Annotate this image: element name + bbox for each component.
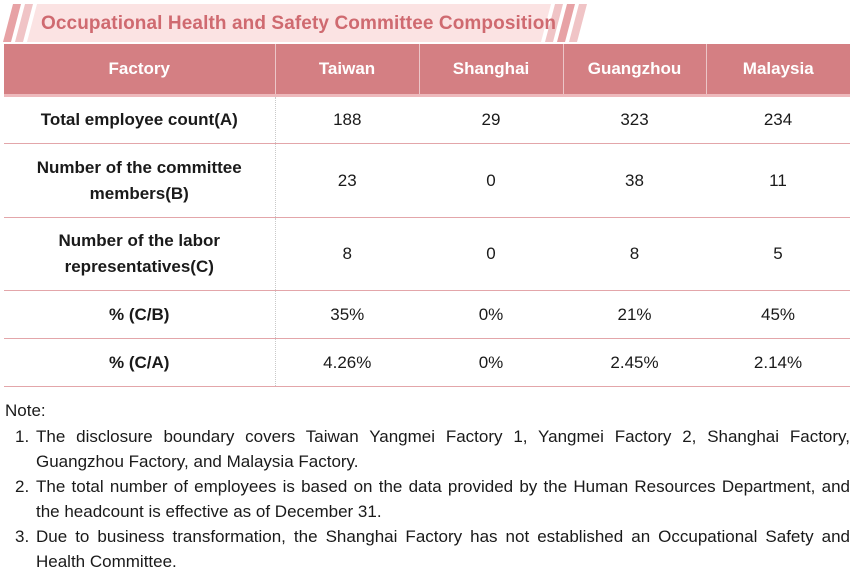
row-label: % (C/A) (4, 339, 275, 387)
note-number: 1. (15, 427, 30, 446)
table-cell: 35% (275, 291, 419, 339)
table-cell: 45% (706, 291, 850, 339)
table-row (4, 218, 850, 291)
row-label: % (C/B) (4, 291, 275, 339)
row-label: Total employee count(A) (4, 96, 275, 144)
column-header-taiwan: Taiwan (275, 44, 419, 96)
table-row (4, 291, 850, 339)
page-title: Occupational Health and Safety Committee Composition (41, 13, 557, 34)
column-header-guangzhou: Guangzhou (563, 44, 706, 96)
table-cell: 234 (706, 96, 850, 144)
column-header-factory: Factory (4, 44, 275, 96)
committee-composition-table (4, 44, 850, 387)
table-header-row (4, 44, 850, 96)
table-cell: 4.26% (275, 339, 419, 387)
note-text: Due to business transformation, the Shanghai Factory has not established an Occupational Safety and Health Committee. (36, 527, 850, 571)
list-item (15, 475, 850, 524)
table-cell: 21% (563, 291, 706, 339)
table-cell: 5 (706, 218, 850, 291)
title-banner (3, 4, 588, 42)
table-row (4, 339, 850, 387)
column-header-shanghai: Shanghai (419, 44, 563, 96)
table-cell: 0 (419, 218, 563, 291)
row-label: Number of the labor representatives(C) (4, 218, 275, 291)
table-cell: 2.45% (563, 339, 706, 387)
table-cell: 29 (419, 96, 563, 144)
table-cell: 0 (419, 144, 563, 218)
row-label: Number of the committee members(B) (4, 144, 275, 218)
note-number: 3. (15, 527, 30, 546)
table-cell: 0% (419, 339, 563, 387)
table-row (4, 144, 850, 218)
table-cell: 8 (563, 218, 706, 291)
column-header-malaysia: Malaysia (706, 44, 850, 96)
table-cell: 23 (275, 144, 419, 218)
note-text: The total number of employees is based on the data provided by the Human Resources Department, and the headcount is effective as of December 31. (36, 477, 850, 521)
notes-list (15, 425, 850, 575)
note-text: The disclosure boundary covers Taiwan Yangmei Factory 1, Yangmei Factory 2, Shanghai Factory, Guangzhou Factory, and Malaysia Factory. (36, 427, 850, 471)
table-cell: 8 (275, 218, 419, 291)
table-cell: 11 (706, 144, 850, 218)
table-cell: 0% (419, 291, 563, 339)
table-row (4, 96, 850, 144)
note-number: 2. (15, 477, 30, 496)
table-cell: 323 (563, 96, 706, 144)
note-heading: Note: (5, 401, 46, 420)
table-cell: 2.14% (706, 339, 850, 387)
table-cell: 38 (563, 144, 706, 218)
table-cell: 188 (275, 96, 419, 144)
list-item (15, 525, 850, 574)
list-item (15, 425, 850, 474)
